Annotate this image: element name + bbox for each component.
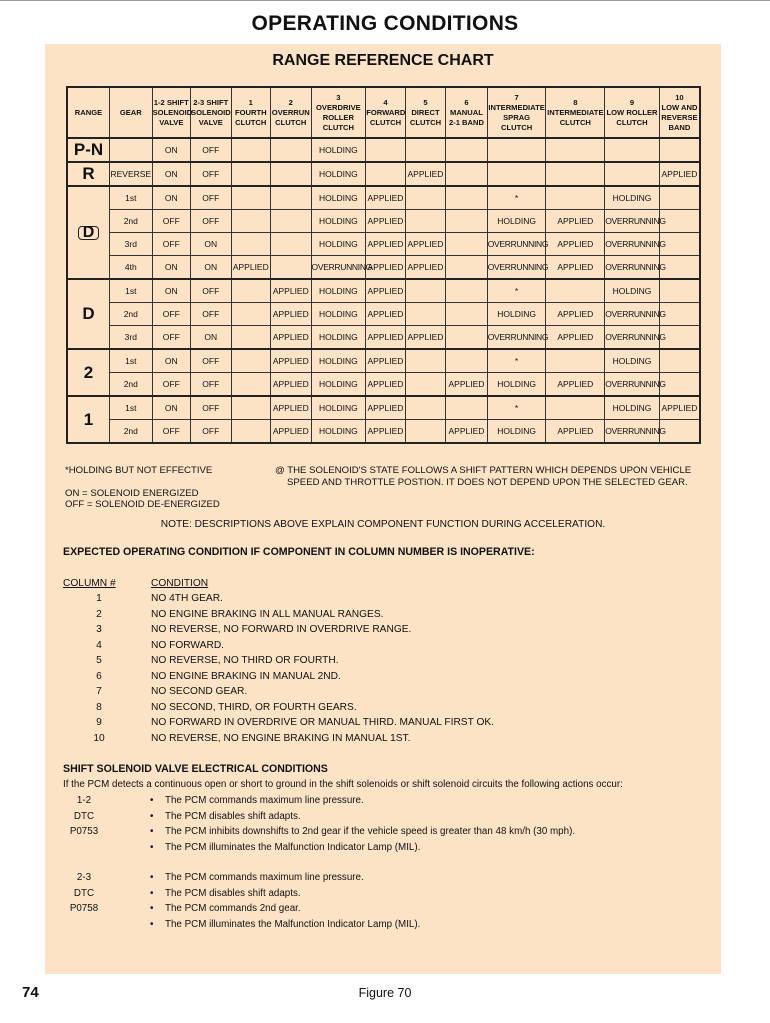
on-definition: ON = SOLENOID ENERGIZED [65,488,199,499]
action-text: The PCM commands maximum line pressure. [165,795,364,806]
table-cell: OVERRUNNING [487,233,546,256]
table-cell [446,326,488,350]
table-cell: ON [191,326,232,350]
column-number: 10 [93,732,105,744]
table-row [67,396,700,420]
solenoid-intro: If the PCM detects a continuous open or short to ground in the shift solenoids or shift solenoid circuits the following actions occur: [63,779,623,790]
table-row [67,233,700,256]
table-cell: HOLDING [311,303,366,326]
dtc-label: P0758 [69,903,99,915]
column-label: DIRECT CLUTCH [409,107,442,127]
range-label: R [82,164,95,183]
column-label: FORWARD CLUTCH [366,107,406,127]
table-cell: HOLDING [605,396,660,420]
table-cell: 2nd [110,420,153,444]
table-cell: OFF [191,279,232,303]
column-label: OVERRUN CLUTCH [271,107,310,127]
table-cell: OFF [152,373,190,397]
table-cell: 1st [110,186,153,210]
bullet-icon: • [150,918,154,930]
table-cell: OFF [152,326,190,350]
table-cell [405,349,446,373]
table-cell: ON [152,256,190,280]
table-cell [446,256,488,280]
solenoid-heading: SHIFT SOLENOID VALVE ELECTRICAL CONDITIONS [63,763,328,775]
table-cell: APPLIED [546,303,605,326]
bullet-icon: • [150,903,154,915]
table-cell: OFF [191,420,232,444]
table-cell: APPLIED [405,326,446,350]
table-cell [446,396,488,420]
column-header [271,87,312,138]
table-cell [405,303,446,326]
range-cell [67,349,110,396]
column-number: 8 [96,701,102,713]
table-cell: APPLIED [546,256,605,280]
range-label: D [82,304,95,323]
table-cell: OVERRUNNING [605,303,660,326]
table-cell: HOLDING [311,138,366,162]
holding-note: *HOLDING BUT NOT EFFECTIVE [65,465,213,476]
table-row [67,138,700,162]
table-cell [271,210,312,233]
table-cell: REVERSE [110,162,153,186]
table-cell: HOLDING [311,186,366,210]
range-reference-table [66,86,701,444]
dtc-label: 2-3 [76,872,92,883]
table-cell [271,186,312,210]
table-cell [546,162,605,186]
table-cell: ON [152,396,190,420]
column-number: 8 [573,97,578,107]
table-cell [231,303,270,326]
table-cell: APPLIED [659,162,700,186]
column-number: 9 [96,717,102,728]
inoperative-heading: EXPECTED OPERATING CONDITION IF COMPONENT IN COLUMN NUMBER IS INOPERATIVE: [63,546,535,558]
range-cell [67,396,110,443]
table-row [67,326,700,350]
table-cell: APPLIED [271,373,312,397]
table-cell: APPLIED [271,303,312,326]
table-cell [487,162,546,186]
top-rule [0,0,770,1]
table-cell: APPLIED [405,162,446,186]
table-cell [366,138,405,162]
column-label: LOW AND REVERSE BAND [661,102,698,132]
range-cell [67,138,110,162]
table-cell [446,186,488,210]
table-cell [446,210,488,233]
condition-text: NO REVERSE, NO ENGINE BRAKING IN MANUAL 1ST. [151,732,411,744]
column-header [659,87,700,138]
table-cell [110,138,153,162]
table-cell [446,349,488,373]
column-header [487,87,546,138]
table-cell: 3rd [110,233,153,256]
table-cell [231,233,270,256]
range-cell [67,186,110,279]
table-cell: 2nd [110,210,153,233]
table-cell [405,138,446,162]
table-cell [605,162,660,186]
bullet-icon: • [150,795,154,806]
table-cell: APPLIED [366,420,405,444]
solenoid-state-note-line1: @ THE SOLENOID'S STATE FOLLOWS A SHIFT PATTERN WHICH DEPENDS UPON VEHICLE [275,465,692,476]
table-cell: APPLIED [271,396,312,420]
column-label: LOW ROLLER CLUTCH [606,107,658,127]
table-cell [231,396,270,420]
table-cell: HOLDING [311,210,366,233]
column-header [110,87,153,138]
table-cell: HOLDING [487,373,546,397]
table-cell [405,420,446,444]
table-cell [659,349,700,373]
table-cell: HOLDING [311,349,366,373]
table-cell [271,256,312,280]
table-cell: 3rd [110,326,153,350]
range-cell [67,162,110,186]
table-cell: 2nd [110,373,153,397]
table-cell: HOLDING [311,420,366,444]
dtc-label: DTC [73,887,95,899]
dtc-label: DTC [73,810,95,822]
table-cell: OFF [152,233,190,256]
range-label: 1 [83,409,94,429]
table-cell: APPLIED [446,420,488,444]
table-cell: APPLIED [366,279,405,303]
table-cell: APPLIED [366,373,405,397]
table-cell [231,349,270,373]
table-cell: * [487,349,546,373]
table-cell [231,373,270,397]
table-cell: HOLDING [605,279,660,303]
page-number: 74 [22,984,39,1001]
bullet-icon: • [150,810,154,822]
table-cell: 1st [110,396,153,420]
column-number: 9 [629,97,635,107]
table-cell: APPLIED [659,396,700,420]
table-cell: 4th [110,256,153,280]
table-cell: HOLDING [311,279,366,303]
table-cell: OVERRUNNING [605,326,660,350]
table-cell: HOLDING [487,420,546,444]
table-cell: OFF [152,303,190,326]
table-cell: APPLIED [546,326,605,350]
solenoid-state-note-line2: SPEED AND THROTTLE POSTION. IT DOES NOT DEPEND UPON THE SELECTED GEAR. [287,477,688,488]
table-cell [405,186,446,210]
action-text: The PCM disables shift adapts. [165,887,301,899]
column-label: GEAR [119,107,142,117]
page-title: OPERATING CONDITIONS [251,12,519,35]
column-header [405,87,446,138]
table-cell: APPLIED [366,396,405,420]
column-number: 7 [96,686,102,697]
table-cell [446,138,488,162]
column-number: 3 [336,92,341,102]
table-cell [659,279,700,303]
column-label: RANGE [74,107,103,117]
table-cell: APPLIED [271,420,312,444]
table-cell: OVERRUNNING [487,256,546,280]
bullet-icon: • [150,887,154,899]
table-cell: OFF [191,138,232,162]
column-label: 1-2 SHIFT SOLENOID VALVE [152,97,193,127]
column-header [231,87,270,138]
table-cell: APPLIED [366,349,405,373]
table-row [67,162,700,186]
table-cell: HOLDING [311,162,366,186]
column-header [605,87,660,138]
column-label: 2-3 SHIFT SOLENOID VALVE [191,97,231,127]
column-number: 5 [96,655,102,666]
column-header [446,87,488,138]
table-cell [405,210,446,233]
table-cell [231,420,270,444]
column-number-header: COLUMN # [63,578,116,589]
condition-text: NO 4TH GEAR. [151,593,223,604]
table-cell: OVERRUNNING [311,256,366,280]
table-cell [446,233,488,256]
table-cell: OFF [191,303,232,326]
table-cell: APPLIED [271,326,312,350]
off-definition: OFF = SOLENOID DE-ENERGIZED [65,499,220,510]
table-cell: APPLIED [546,210,605,233]
table-cell: ON [152,186,190,210]
column-label: INTERMEDIATE SPRAG CLUTCH [488,102,545,132]
dtc-label: P0753 [69,826,99,838]
column-label: OVERDRIVE ROLLER CLUTCH [316,102,361,132]
table-cell: HOLDING [605,349,660,373]
acceleration-note: NOTE: DESCRIPTIONS ABOVE EXPLAIN COMPONENT FUNCTION DURING ACCELERATION. [160,519,606,530]
table-row [67,420,700,444]
table-cell [546,138,605,162]
table-cell [271,138,312,162]
condition-text: NO REVERSE, NO FORWARD IN OVERDRIVE RANGE. [151,624,412,635]
column-number: 2 [96,608,102,620]
column-label: INTERMEDIATE CLUTCH [547,107,604,127]
table-cell: 1st [110,349,153,373]
column-number: 6 [464,97,469,107]
table-cell [405,373,446,397]
condition-header: CONDITION [151,578,209,589]
column-label: FOURTH CLUTCH [234,107,267,127]
table-cell: OFF [152,210,190,233]
chart-title: RANGE REFERENCE CHART [272,52,494,69]
range-cell [67,279,110,349]
table-cell [366,162,405,186]
table-cell [487,138,546,162]
table-cell: OFF [191,349,232,373]
column-header [152,87,193,138]
table-cell: ON [152,162,190,186]
condition-text: NO SECOND, THIRD, OR FOURTH GEARS. [151,701,357,713]
condition-text: NO SECOND GEAR. [151,686,248,697]
bullet-icon: • [150,841,154,853]
table-cell: 2nd [110,303,153,326]
column-header [191,87,232,138]
table-cell: APPLIED [366,326,405,350]
table-cell: APPLIED [366,186,405,210]
column-number: 5 [423,97,428,107]
table-cell: APPLIED [546,420,605,444]
column-number: 7 [514,92,519,102]
column-header [67,87,110,138]
action-text: The PCM illuminates the Malfunction Indicator Lamp (MIL). [165,918,421,930]
table-cell: * [487,396,546,420]
table-row [67,256,700,280]
action-text: The PCM commands maximum line pressure. [165,872,364,883]
table-cell: APPLIED [446,373,488,397]
table-cell: OVERRUNNING [605,256,660,280]
table-cell: OFF [191,396,232,420]
table-cell [546,279,605,303]
table-cell: APPLIED [231,256,270,280]
table-cell [405,396,446,420]
table-cell: OVERRUNNING [605,233,660,256]
column-header [546,87,605,138]
table-cell [659,138,700,162]
column-number: 1 [96,593,102,604]
table-cell [231,279,270,303]
table-cell: OFF [152,420,190,444]
figure-label: Figure 70 [358,986,412,1000]
condition-text: NO ENGINE BRAKING IN ALL MANUAL RANGES. [151,608,384,620]
table-cell: ON [191,256,232,280]
column-number: 6 [96,670,102,682]
bullet-icon: • [150,872,154,883]
condition-text: NO REVERSE, NO THIRD OR FOURTH. [151,655,339,666]
column-number: 1 [248,97,253,107]
action-text: The PCM inhibits downshifts to 2nd gear if the vehicle speed is greater than 48 km/h (30 mph). [165,826,576,838]
action-text: The PCM illuminates the Malfunction Indicator Lamp (MIL). [165,841,421,853]
table-cell [271,162,312,186]
action-text: The PCM disables shift adapts. [165,810,301,822]
table-cell: OVERRUNNING [605,420,660,444]
table-cell [446,303,488,326]
table-cell [605,138,660,162]
table-cell [446,162,488,186]
table-cell [546,396,605,420]
overdrive-range-label: D [78,226,100,240]
column-number: 10 [675,92,684,102]
table-cell: OVERRUNNING [605,210,660,233]
table-cell: HOLDING [311,396,366,420]
table-cell: APPLIED [366,256,405,280]
table-cell [405,279,446,303]
table-cell: APPLIED [366,233,405,256]
table-cell: HOLDING [311,233,366,256]
column-label: MANUAL 2-1 BAND [448,107,484,127]
table-cell: HOLDING [311,373,366,397]
table-cell: HOLDING [311,326,366,350]
condition-text: NO ENGINE BRAKING IN MANUAL 2ND. [151,670,341,682]
table-row [67,210,700,233]
table-cell [231,162,270,186]
column-header [311,87,366,138]
table-row [67,373,700,397]
table-cell [271,233,312,256]
condition-text: NO FORWARD. [151,639,225,651]
table-cell: ON [152,279,190,303]
table-cell [446,279,488,303]
table-cell [546,349,605,373]
column-header [366,87,405,138]
table-cell [231,326,270,350]
table-cell: APPLIED [546,233,605,256]
column-number: 4 [383,97,388,107]
condition-text: NO FORWARD IN OVERDRIVE OR MANUAL THIRD. MANUAL FIRST OK. [151,717,495,728]
table-cell: 1st [110,279,153,303]
table-cell: OVERRUNNING [605,373,660,397]
table-cell: ON [191,233,232,256]
table-cell: APPLIED [271,279,312,303]
table-cell: APPLIED [366,210,405,233]
table-cell: APPLIED [546,373,605,397]
range-label: P-N [73,140,104,159]
table-cell [546,186,605,210]
table-cell [231,210,270,233]
table-cell: HOLDING [605,186,660,210]
table-row [67,186,700,210]
column-number: 2 [288,97,293,107]
bullet-icon: • [150,826,154,838]
table-cell: * [487,279,546,303]
table-cell: OFF [191,162,232,186]
table-cell: APPLIED [366,303,405,326]
table-cell: APPLIED [405,233,446,256]
table-cell: HOLDING [487,303,546,326]
table-cell: HOLDING [487,210,546,233]
table-cell: OFF [191,373,232,397]
table-cell: APPLIED [405,256,446,280]
table-cell: APPLIED [271,349,312,373]
table-row [67,279,700,303]
table-cell: * [487,186,546,210]
table-cell: ON [152,138,190,162]
range-label: 2 [83,362,94,382]
table-cell: OVERRUNNING [487,326,546,350]
column-number: 3 [96,624,102,635]
action-text: The PCM commands 2nd gear. [165,903,301,915]
dtc-label: 1-2 [76,795,92,806]
table-cell: OFF [191,210,232,233]
table-cell: OFF [191,186,232,210]
table-cell [231,186,270,210]
table-row [67,349,700,373]
table-cell [659,186,700,210]
column-number: 4 [96,639,102,651]
table-cell [231,138,270,162]
table-cell: ON [152,349,190,373]
table-row [67,303,700,326]
